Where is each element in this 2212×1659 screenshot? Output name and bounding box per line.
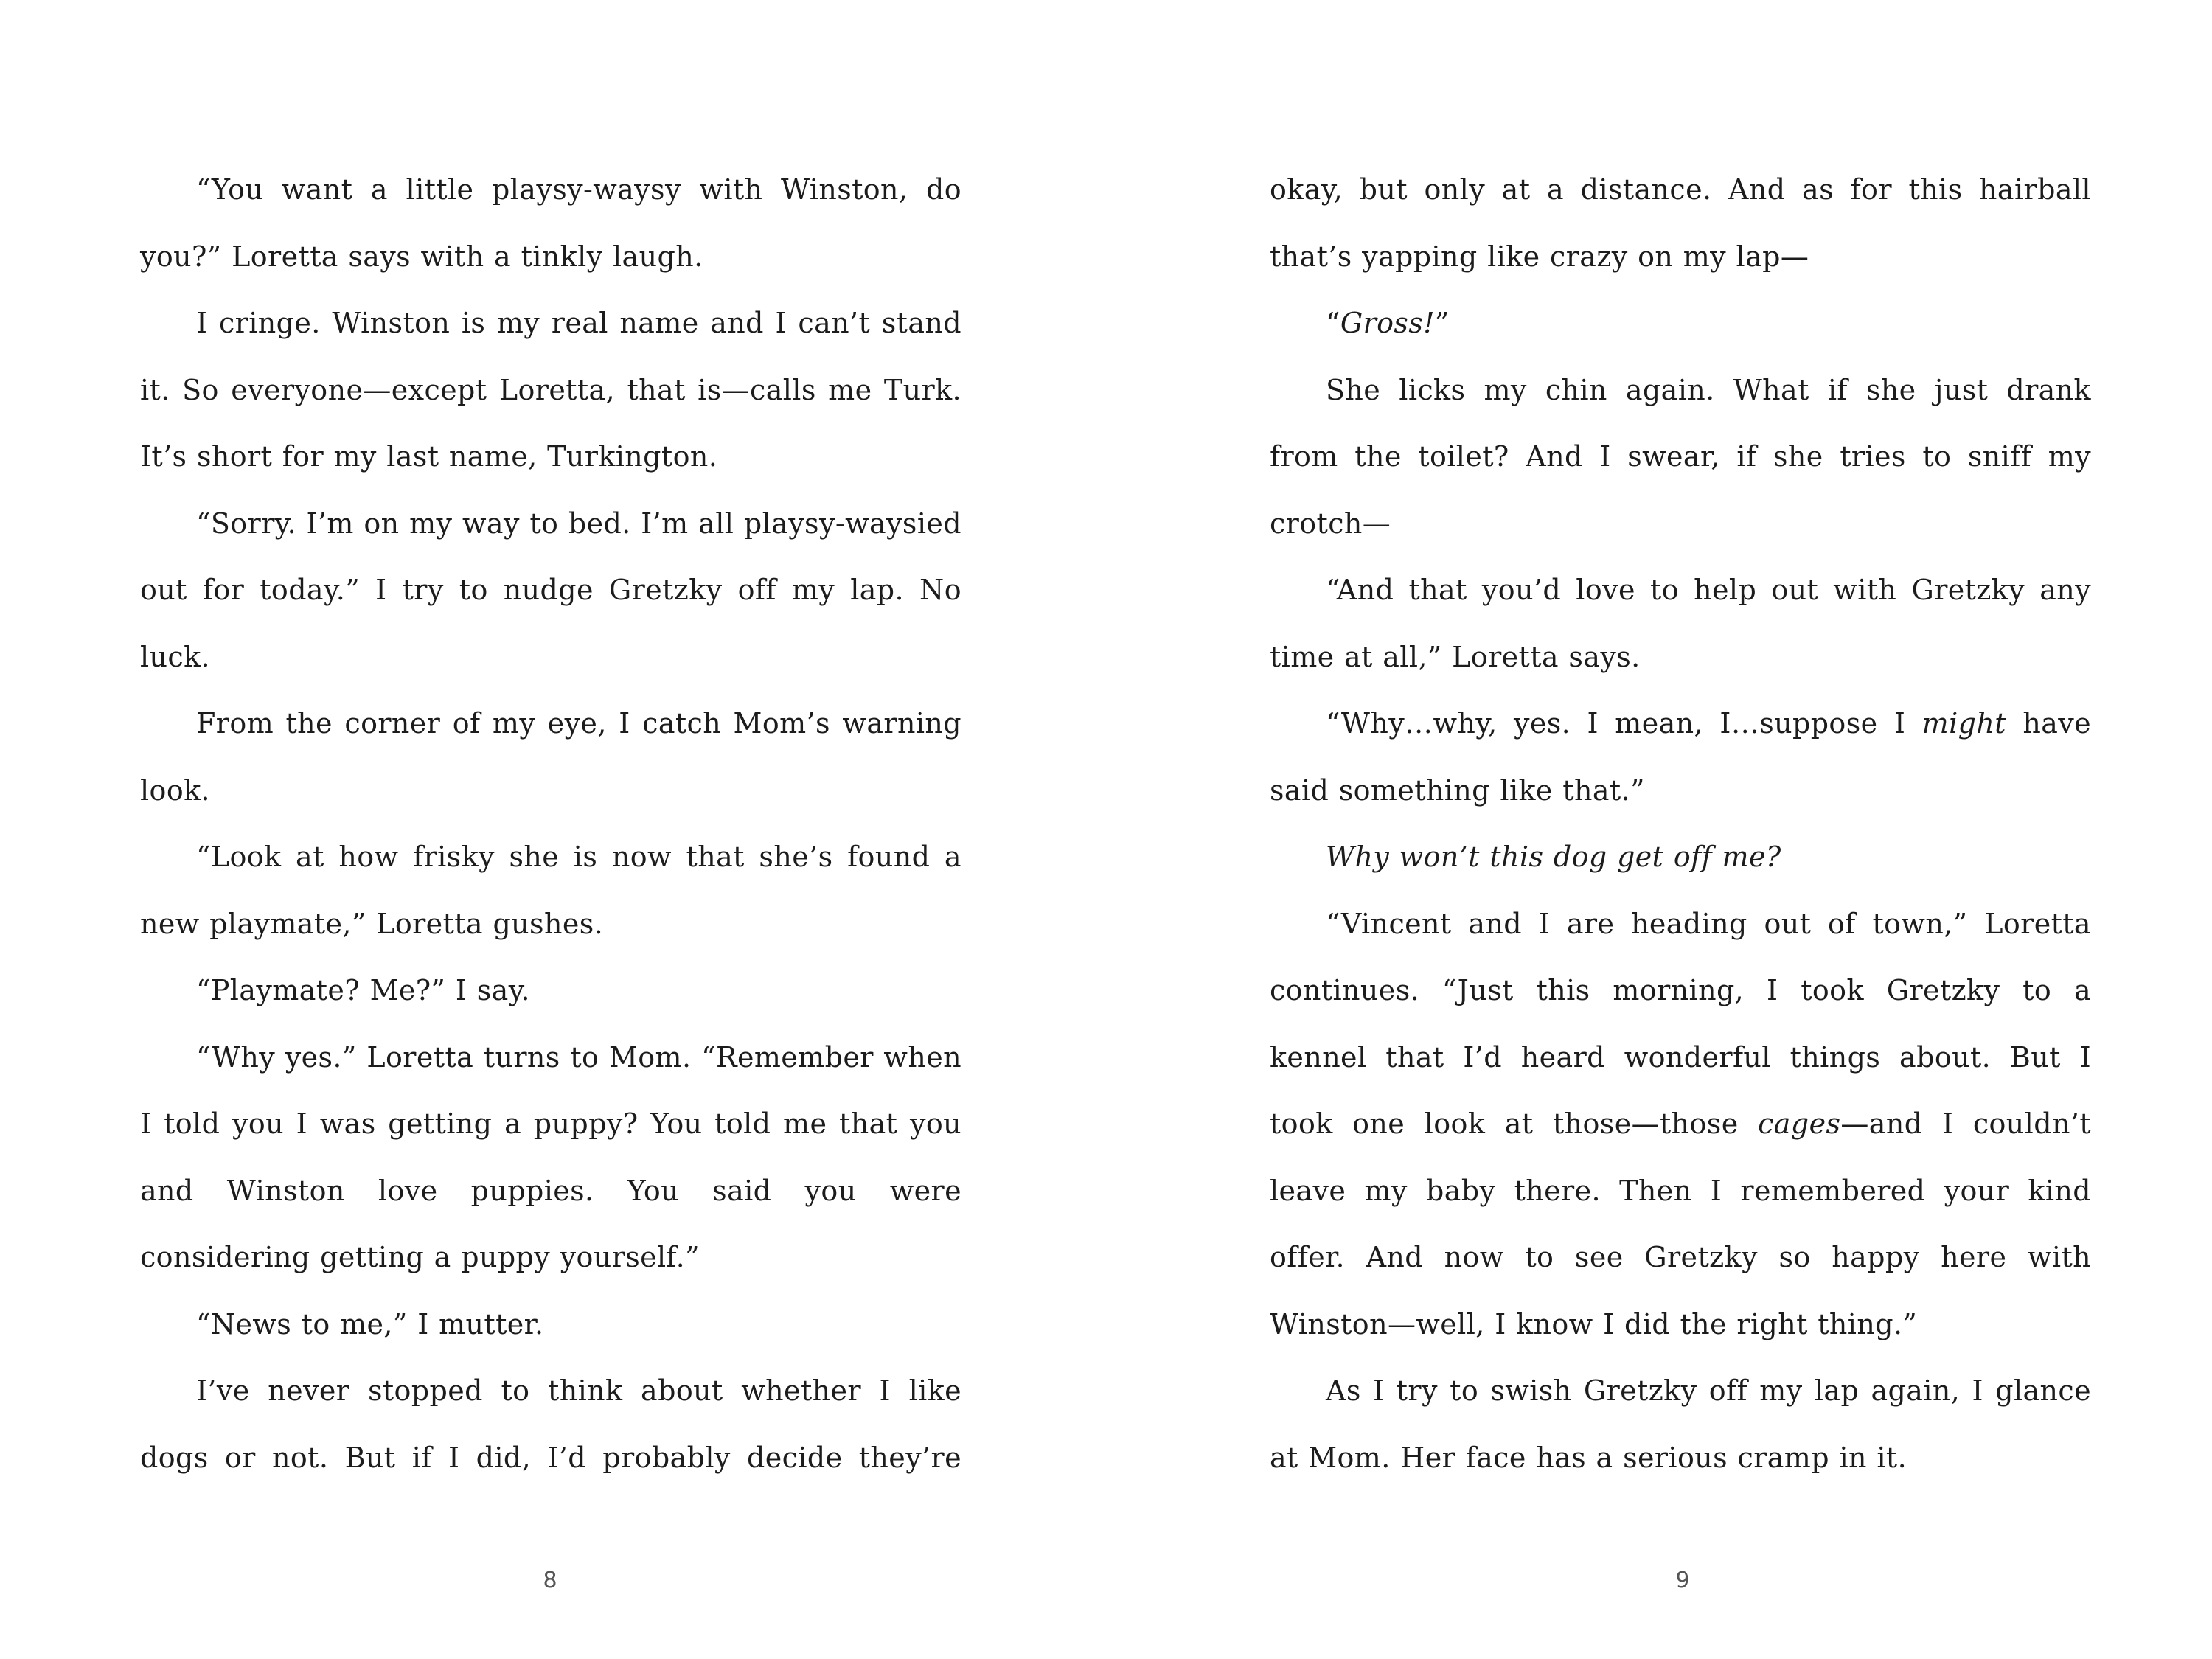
italic-text: Gross! xyxy=(1340,307,1435,339)
paragraph xyxy=(1270,690,2091,824)
paragraph: I’ve never stopped to think about whether I like dogs or not. But if I did, I’d probably decide they’re xyxy=(140,1374,961,1474)
paragraph: “And that you’d love to help out with Gretzky any time at all,” Loretta says. xyxy=(1270,574,2091,673)
paragraph: She licks my chin again. What if she just drank from the toilet? And I swear, if she tries to sniff my crotch— xyxy=(1270,373,2091,540)
paragraph: “News to me,” I mutter. xyxy=(196,1307,544,1340)
right-page xyxy=(1106,0,2212,1659)
page-number: 8 xyxy=(543,1568,557,1593)
paragraph xyxy=(1270,891,2091,1358)
text-run: —and I couldn’t leave my baby there. Then I remembered your kind offer. And now to see Gretzky so happy here with Winston—well, I know I did the right thing.” xyxy=(1270,1107,2091,1340)
quote-mark: ” xyxy=(1434,307,1450,339)
paragraph: “Sorry. I’m on my way to bed. I’m all playsy-waysied out for today.” I try to nudge Gretzky off my lap. No luck. xyxy=(140,507,961,673)
right-page-text xyxy=(1270,156,2091,1491)
paragraph: “You want a little playsy-waysy with Winston, do you?” Loretta says with a tinkly laugh. xyxy=(140,173,961,273)
paragraph: “Playmate? Me?” I say. xyxy=(196,974,530,1006)
italic-text: cages xyxy=(1758,1107,1841,1140)
quote-mark: “ xyxy=(1326,307,1340,339)
paragraph: I cringe. Winston is my real name and I can’t stand it. So everyone—except Loretta, that is—calls me Turk. It’s short for my last name, Turkington. xyxy=(140,307,961,473)
italic-text: Why won’t this dog get off me? xyxy=(1326,841,1781,873)
text-run: “Why…why, yes. I mean, I…suppose I xyxy=(1326,707,1922,740)
paragraph: As I try to swish Gretzky off my lap again, I glance at Mom. Her face has a serious cramp in it. xyxy=(1270,1374,2091,1474)
paragraph: “Why yes.” Loretta turns to Mom. “Remember when I told you I was getting a puppy? You told me that you and Winston love puppies. You said you were considering getting a puppy yourself.” xyxy=(140,1040,961,1273)
text-run: “Vincent and I are heading out of town,” Loretta continues. “Just this morning, I took Gretzky to a kennel that I’d heard wonderful things about. But I took one look at those—those xyxy=(1270,907,2091,1140)
paragraph xyxy=(1270,824,2091,891)
paragraph: From the corner of my eye, I catch Mom’s warning look. xyxy=(140,707,961,807)
paragraph xyxy=(1270,290,2091,357)
text-run: have said something like that.” xyxy=(1270,707,2092,807)
left-page-text xyxy=(140,156,961,1491)
paragraph: “Look at how frisky she is now that she’s found a new playmate,” Loretta gushes. xyxy=(140,841,961,940)
italic-text: might xyxy=(1921,707,2006,740)
page-number: 9 xyxy=(1675,1568,1690,1593)
paragraph: okay, but only at a distance. And as for this hairball that’s yapping like crazy on my lap— xyxy=(1270,173,2091,273)
